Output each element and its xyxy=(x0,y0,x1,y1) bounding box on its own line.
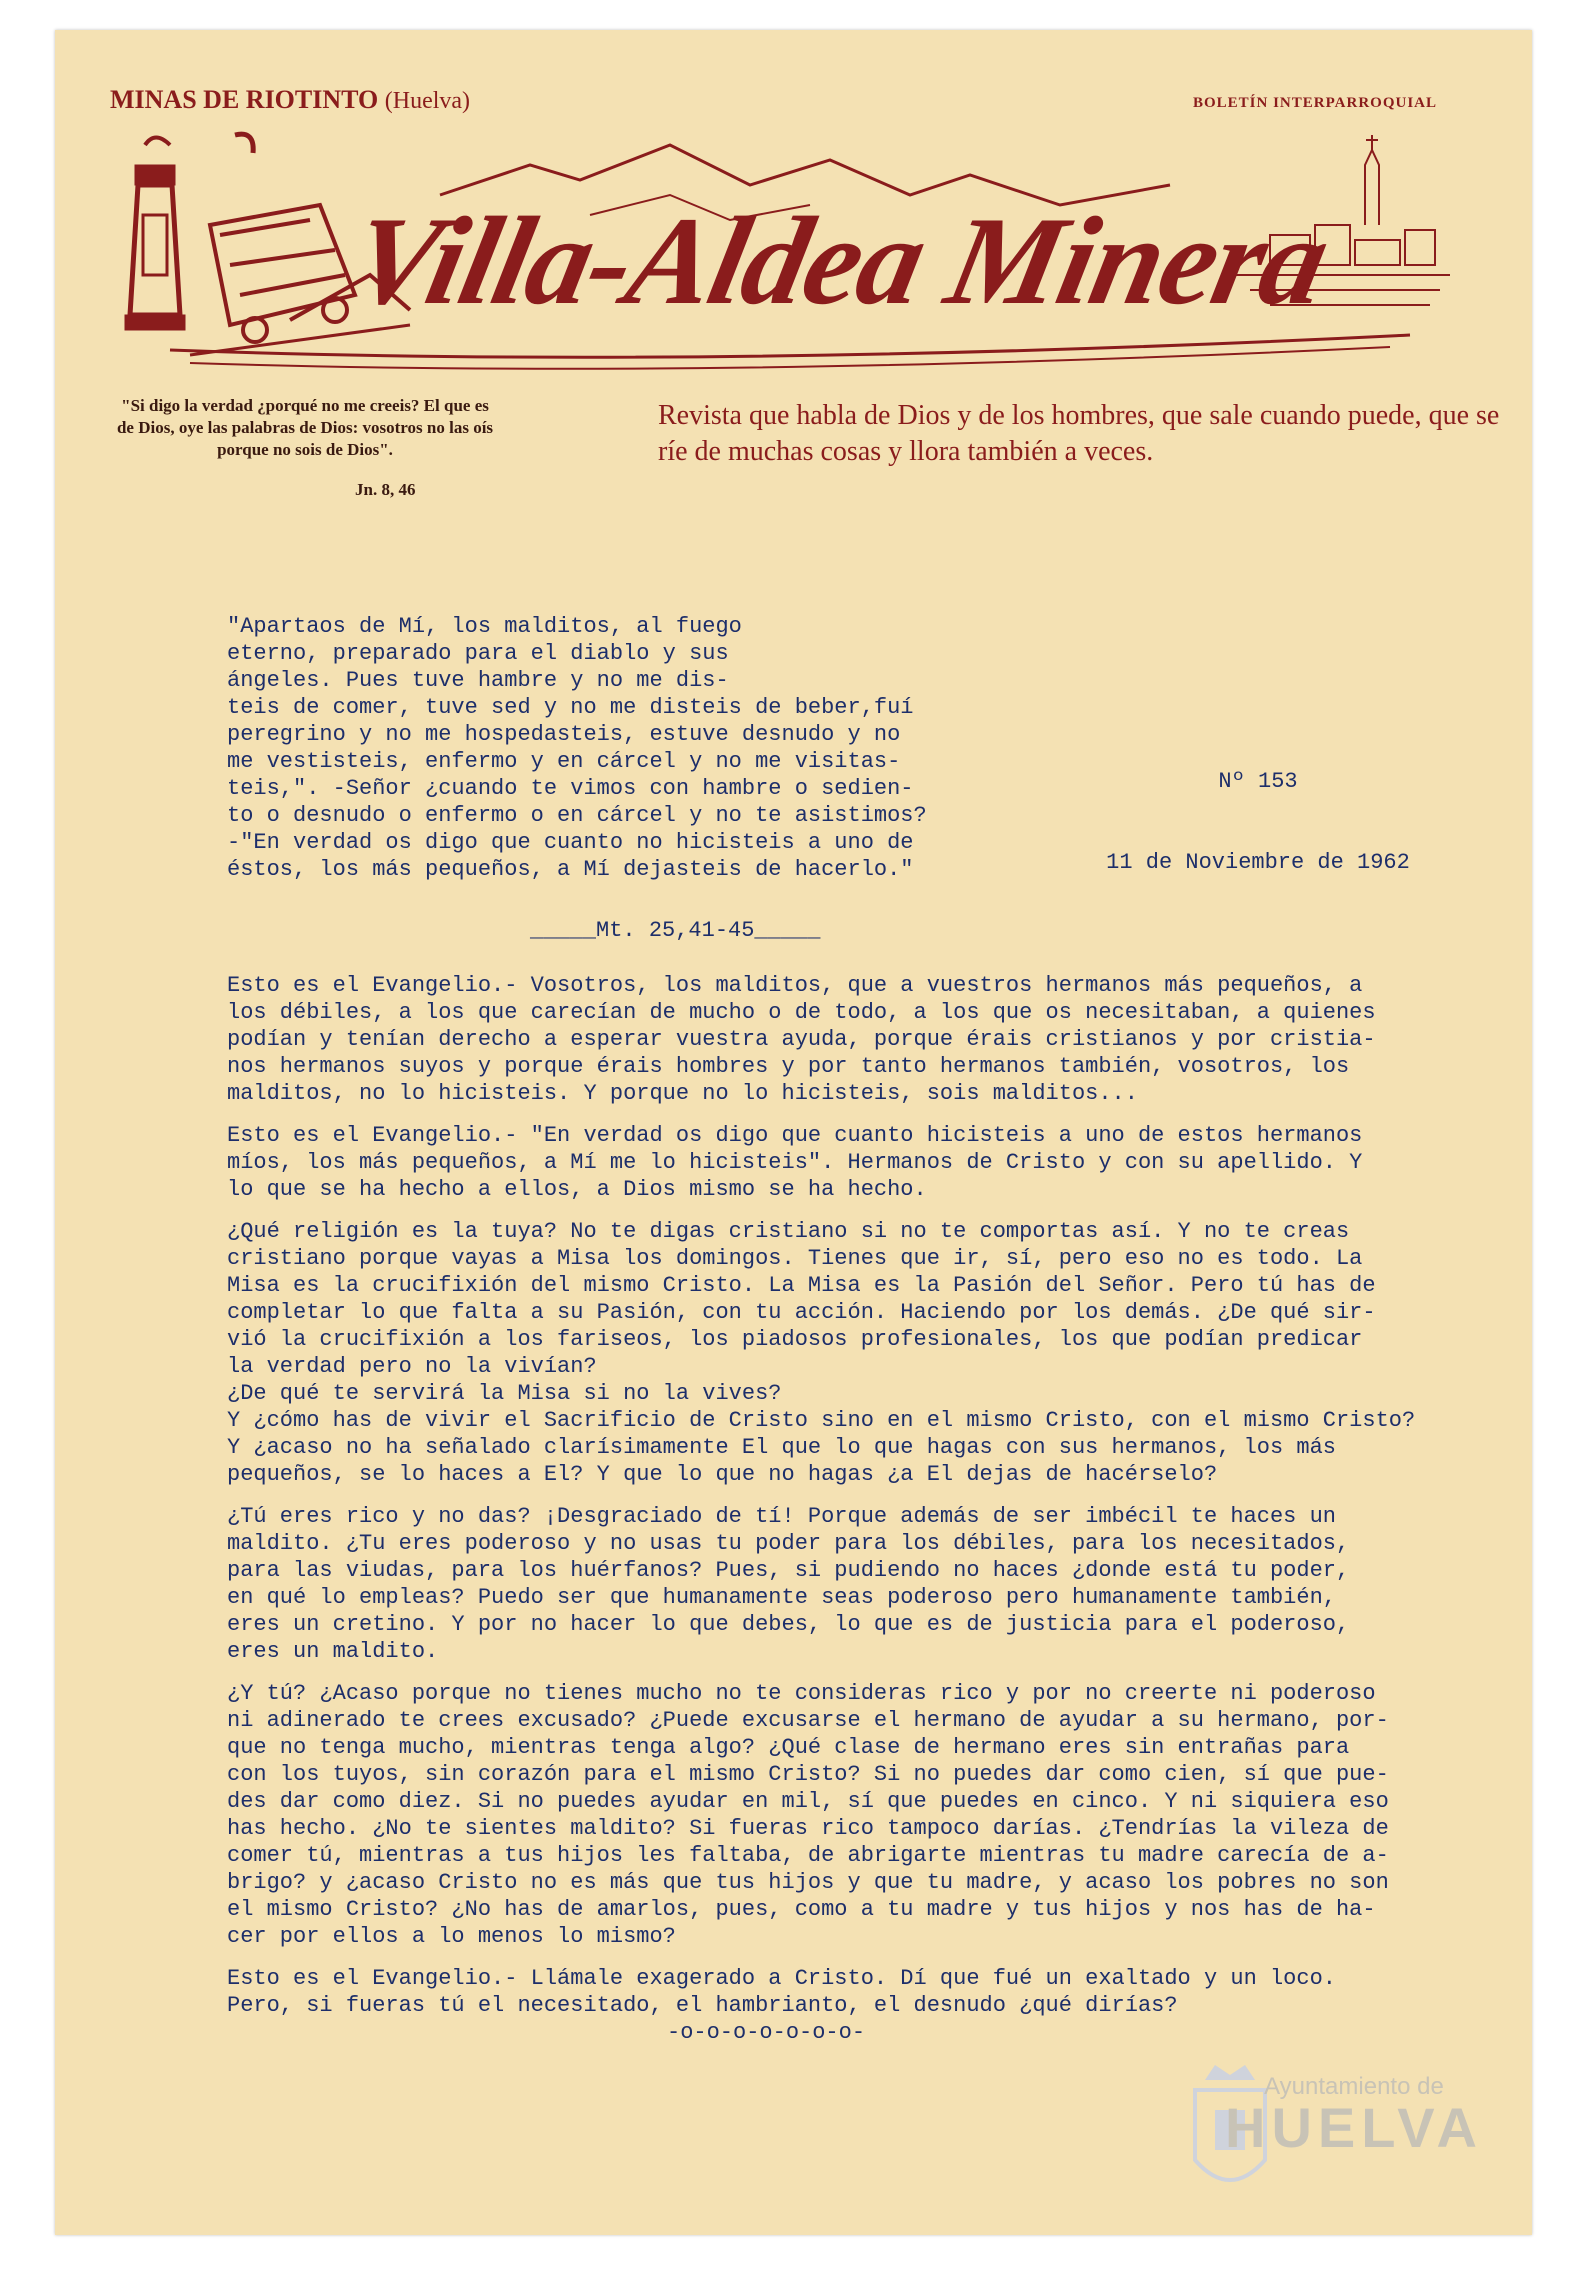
issue-info xyxy=(1068,714,1448,930)
paragraph: Esto es el Evangelio.- Llámale exagerado a Cristo. Dí que fué un exaltado y un loco. Pero, si fueras tú el necesitado, el hambrianto, el desnudo ¿qué dirías? xyxy=(227,1966,1336,2018)
archive-watermark xyxy=(1225,2073,1483,2160)
paragraph: ¿Tú eres rico y no das? ¡Desgraciado de tí! Porque además de ser imbécil te haces un maldito. ¿Tu eres poderoso y no usas tu poder para los débiles, para los necesitados, para las viudas, para los huérfanos? Pues, si pudiendo no haces ¿donde está tu poder, en qué lo empleas? Puedo ser que humanamente seas poderoso pero humanamente también, eres un cretino. Y por no hacer lo que debes, lo que es de justicia para el poderoso, eres un maldito. xyxy=(227,1504,1350,1664)
epigraph-reference: Jn. 8, 46 xyxy=(355,480,416,499)
paragraph: Y ¿cómo has de vivir el Sacrificio de Cristo sino en el mismo Cristo, con el mismo Cristo? Y ¿acaso no ha señalado clarísimamente El que lo que hagas con sus hermanos, los más pequeños, se lo haces a El? Y que lo que no hagas ¿a El dejas de hacérselo? xyxy=(227,1408,1416,1487)
watermark-line1: Ayuntamiento de xyxy=(1264,2073,1444,2100)
paragraph: ¿Qué religión es la tuya? No te digas cristiano si no te comportas así. Y no te creas cristiano porque vayas a Misa los domingos. Tienes que ir, sí, pero eso no es todo. La Misa es la crucifixión del mismo Cristo. La Misa es la Pasión del Señor. Pero tú has de completar lo que falta a su Pasión, con tu acción. Haciendo por los demás. ¿De qué sir- vió la crucifixión a los fariseos, los piadosos profesionales, los que podían predicar la verdad pero no la vivían? xyxy=(227,1219,1376,1379)
epigraph-quote: "Si digo la verdad ¿porqué no me creeis? El que es de Dios, oye las palabras de Dios: vosotros no las oís porque no sois de Dios". xyxy=(116,396,494,460)
tagline: Revista que habla de Dios y de los hombres, que sale cuando puede, que se ríe de muchas cosas y llora también a veces. xyxy=(658,400,1500,467)
newsletter-page xyxy=(55,30,1532,2235)
place-header xyxy=(110,85,470,115)
issue-number: Nº 153 xyxy=(1218,769,1298,794)
place-name: MINAS DE RIOTINTO xyxy=(110,85,379,114)
paragraph: ¿De qué te servirá la Misa si no la vives? xyxy=(227,1381,782,1406)
watermark-line2: HUELVA xyxy=(1225,2096,1483,2159)
place-province: (Huelva) xyxy=(384,88,471,114)
masthead-title: Villa-Aldea Minera xyxy=(340,192,1339,331)
bulletin-label: BOLETÍN INTERPARROQUIAL xyxy=(1192,95,1437,111)
closing-mark: -o-o-o-o-o-o-o- xyxy=(667,2020,866,2045)
paragraph: ¿Y tú? ¿Acaso porque no tienes mucho no te consideras rico y por no creerte ni poderoso ni adinerado te crees excusado? ¿Puede excusarse el hermano de ayudar a su hermano, por- que no tenga mucho, mientras tenga algo? ¿Qué clase de hermano eres sin entrañas para con los tuyos, sin corazón para el mismo Cristo? Si no puedes dar como cien, sí que pue- des dar como diez. Si no puedes ayudar en mil, sí que puedes en cinco. Y ni siquiera eso has hecho. ¿No te sientes maldito? Si fueras rico tampoco darías. ¿Tendrías la vileza de comer tú, mientras a tus hijos les faltaba, de abrigarte mientras tu madre carecía de a- brigo? y ¿acaso Cristo no es más que tus hijos y que tu madre, y acaso los pobres no son el mismo Cristo? ¿No has de amarlos, pues, como a tu madre y tus hijos y nos has de ha- cer por ellos a lo menos lo mismo? xyxy=(227,1681,1389,1949)
paragraph: Esto es el Evangelio.- Vosotros, los malditos, que a vuestros hermanos más pequeños, a los débiles, a los que carecían de mucho o de todo, a los que os necesitaban, a quienes podían y tenían derecho a esperar vuestra ayuda, porque érais cristianos y por cristia- nos hermanos suyos y porque érais hombres y por tanto hermanos también, vosotros, los malditos, no lo hicisteis. Y porque no lo hicisteis, sois malditos... xyxy=(227,973,1376,1106)
issue-date: 11 de Noviembre de 1962 xyxy=(1106,850,1410,875)
article-body xyxy=(227,972,1527,2046)
paragraph: Esto es el Evangelio.- "En verdad os digo que cuanto hicisteis a uno de estos hermanos míos, los más pequeños, a Mí me lo hicisteis". Hermanos de Cristo y con su apellido. Y lo que se ha hecho a ellos, a Dios mismo se ha hecho. xyxy=(227,1123,1363,1202)
gospel-quote: "Apartaos de Mí, los malditos, al fuego eterno, preparado para el diablo y sus ángeles. Pues tuve hambre y no me dis- teis de comer, tuve sed y no me disteis de beber,fuí peregrino y no me hospedasteis, estuve desnudo y no me vestisteis, enfermo y en cárcel y no me visitas- teis,". -Señor ¿cuando te vimos con hambre o sedien- to o desnudo o enfermo o en cárcel y no te asistimos? -"En verdad os digo que cuanto no hicisteis a uno de éstos, los más pequeños, a Mí dejasteis de hacerlo." xyxy=(227,614,927,882)
gospel-citation: _____Mt. 25,41-45_____ xyxy=(530,918,821,943)
